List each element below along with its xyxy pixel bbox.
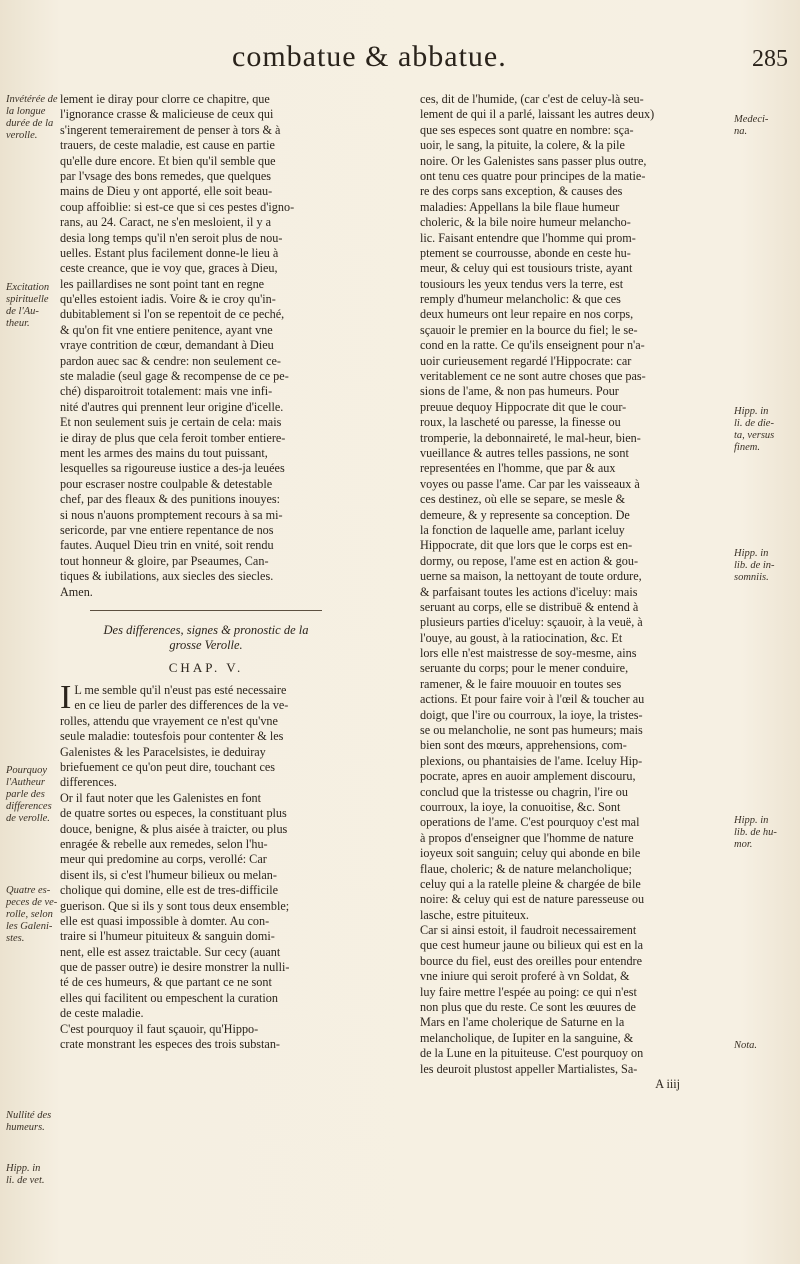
text-line: si nous n'auons promptement recours à sa mi- [60, 507, 283, 522]
signature-mark: A iiij [655, 1077, 680, 1091]
text-line: remply d'humeur melancholic: & que ces [420, 292, 621, 307]
text-line: mains de Dieu y ont apporté, elle soit beau- [60, 184, 273, 199]
text-line: maladies: Appellans la bile flaue humeur [420, 199, 620, 214]
text-line: tromperie, la debonnaireté, le mal-heur, bien- [420, 430, 641, 445]
text-line: tout honneur & gloire, par Pseaumes, Can- [60, 553, 269, 568]
text-line: que de passer outre) ie desire monstrer la nulli- [60, 960, 290, 975]
text-line: noire. Or les Galenistes sans passer plus outre, [420, 153, 647, 168]
text-line: tousiours les yeux tendus vers la terre, est [420, 276, 624, 291]
text-line: briefuement ce qu'on peut dire, touchant ces [60, 760, 276, 775]
text-line: pour escraser nostre coulpable & detestable [60, 476, 273, 491]
text-line: té de ces humeurs, & que partant ce ne sont [60, 975, 272, 990]
text-line: flaue, choleric; & de nature melancholique; [420, 861, 632, 876]
text-line: dubitablement si l'on se repentoit de ce peché, [60, 307, 285, 322]
paragraph-closing [60, 92, 352, 600]
text-line: roux, la lascheté ou paresse, la finesse ou [420, 415, 621, 430]
text-line: & qu'on fit vne entiere penitence, ayant vne [60, 322, 273, 337]
text-line: Hippocrate, dit que lors que le corps est en- [420, 538, 633, 553]
text-line: Et non seulement suis je certain de cela: mais [60, 415, 282, 430]
text-line: ptement se courrousse, abonde en ceste hu- [420, 245, 631, 260]
text-line: actions. Et pour faire voir à l'œil & toucher au [420, 692, 645, 707]
text-line: guerison. Que si ils y sont tous deux ensemble; [60, 898, 290, 913]
text-line: pardon auec sac & cendre: non seulement ce- [60, 353, 281, 368]
right-column [420, 92, 720, 1092]
text-line: celuy qui a la ratelle pleine & chargée de bile [420, 876, 641, 891]
text-line: choleric, & la bile noire humeur melancho- [420, 215, 631, 230]
text-line: Or il faut noter que les Galenistes en font [60, 790, 262, 805]
text-line: voyes ou passe l'ame. Car par les vaisseaux à [420, 476, 640, 491]
right-body [420, 92, 720, 1077]
text-line: lement ie diray pour clorre ce chapitre, que [60, 92, 270, 106]
text-line: veritablement ce ne sont autre choses que pas- [420, 369, 646, 384]
text-line: qu'elle dure encore. Et bien qu'il semble que [60, 153, 276, 168]
text-line: representées en l'homme, que par & aux [420, 461, 616, 476]
chapter-body [60, 679, 352, 1052]
text-line: desia long temps qu'il n'en seroit plus de nou- [60, 230, 283, 245]
text-line: trauers, de ceste maladie, est cause en partie [60, 138, 275, 153]
text-line: seruante du corps; pour le mener conduire, [420, 661, 629, 676]
text-line: seruant au corps, elle se distribuë & entend à [420, 599, 639, 614]
text-line: de ceste maladie. [60, 1006, 144, 1021]
text-line: enragée & rebelle aux remedes, selon l'hu- [60, 836, 268, 851]
text-line: C'est pourquoy il faut sçauoir, qu'Hippo- [60, 1021, 259, 1036]
drop-cap: I [60, 679, 72, 717]
margin-note: Medeci- na. [734, 114, 769, 137]
text-line: disent ils, si c'est l'humeur bilieux ou melan- [60, 867, 277, 882]
text-line: se ou melancholie, ne sont pas humeurs; mais [420, 723, 643, 738]
text-line: ie diray de plus que cela feroit tomber entiere- [60, 430, 286, 445]
text-line: que cest humeur jaune ou bilieux qui est en la [420, 938, 644, 953]
text-line: nité d'autres qui prennent leur origine d'icelle. [60, 399, 284, 414]
section-rule [90, 610, 322, 611]
margin-note: Invétérée de la longue durée de la verolle. [6, 94, 58, 141]
chapter-heading: CHAP. V. [168, 659, 244, 675]
text-line: les deuroit plustost appeller Martialistes, Sa- [420, 1061, 638, 1076]
text-line: lic. Faisant entendre que l'homme qui prom- [420, 230, 636, 245]
text-line: plexions, ou phantaisies de l'ame. Iceluy Hip- [420, 753, 643, 768]
margin-note: Pourquoy l'Autheur parle des differences de verolle. [6, 765, 52, 824]
text-line: ceste creance, que ie voy que, graces à Dieu, [60, 261, 278, 276]
text-line: elles qui facilitent ou empeschent la curation [60, 990, 278, 1005]
text-line: plusieurs parties d'iceluy: sçauoir, à la veuë, à [420, 615, 643, 630]
section-title: Des differences, signes & pronostic de la [103, 622, 309, 637]
text-line: vraye contrition de cœur, demandant à Dieu [60, 338, 274, 353]
text-line: elle est quasi impossible à domter. Au con- [60, 913, 270, 928]
text-line: douce, benigne, & plus aisée à traicter, ou plus [60, 821, 288, 836]
margin-note: Excitation spirituelle de l'Au- theur. [6, 282, 50, 329]
text-line: ces destinez, où elle se separe, se mesle & [420, 492, 626, 507]
text-line: Mars en l'ame cholerique de Saturne en la [420, 1015, 625, 1030]
text-line: chef, par des fleaux & des punitions inouyes: [60, 492, 280, 507]
text-line: la fonction de laquelle ame, parlant iceluy [420, 522, 625, 537]
margin-note: Hipp. in li. de vet. [6, 1163, 45, 1186]
text-line: doigt, que l'ire ou courroux, la ioye, la tristes- [420, 707, 643, 722]
text-line: Galenistes & les Paracelsistes, ie deduiray [60, 744, 266, 759]
text-line: ment les armes des mains du tout puissant, [60, 445, 268, 460]
text-line: & parfaisant toutes les actions d'iceluy: mais [420, 584, 638, 599]
text-line: luy faire mettre l'espée au poing: ce qui n'est [420, 984, 637, 999]
text-line: lesquelles sa rigoureuse iustice a des-ja leuées [60, 461, 285, 476]
text-line: courroux, la ioye, la conuoitise, &c. Sont [420, 799, 621, 814]
text-line: coup affoiblie: si est-ce que si ces pestes d'igno- [60, 199, 295, 214]
text-line: tiques & iubilations, aux siecles des siecles. [60, 569, 274, 584]
text-line: lement de qui il a parlé, laissant les autres deux) [420, 107, 655, 122]
text-line: crate monstrant les especes des trois substan- [60, 1037, 280, 1052]
section-subtitle: grosse Verolle. [169, 638, 243, 653]
text-line: fautes. Auquel Dieu trin en vnité, soit rendu [60, 538, 274, 553]
text-line: l'ouye, au goust, à la ratiocination, &c. Et [420, 630, 623, 645]
text-line: meur qui predomine au corps, verollé: Car [60, 852, 267, 867]
text-line: sions de l'ame, & non pas humeurs. Pour [420, 384, 619, 399]
page-number: 285 [752, 46, 788, 72]
text-line: cholique qui domine, elle est de tres-difficile [60, 883, 279, 898]
text-line: L me semble qu'il n'eust pas esté necessaire [74, 683, 287, 698]
text-line: seule maladie: toutesfois pour contenter & les [60, 729, 284, 744]
text-line: lasche, estre pituiteux. [420, 907, 529, 922]
text-line: ioyeux soit sanguin; celuy qui abonde en bile [420, 846, 641, 861]
text-line: operations de l'ame. C'est pourquoy c'est mal [420, 815, 640, 830]
text-line: sçauoir le premier en la bource du fiel; le se- [420, 322, 638, 337]
text-line: vueillance & autres telles passions, ne sont [420, 445, 629, 460]
text-line: s'ingerent temerairement de penser à tors & à [60, 122, 281, 137]
text-line: à propos d'enseigner que l'homme de nature [420, 830, 634, 845]
text-line: noire: & celuy qui est de nature paresseuse ou [420, 892, 645, 907]
text-line: non plus que du reste. Ce sont les œuures de [420, 1000, 636, 1015]
text-line: uoir, le sang, la pituite, la colere, & la pile [420, 138, 625, 153]
text-line: pocrate, apres en auoir amplement discouru, [420, 769, 636, 784]
text-line: de quatre sortes ou especes, la constituant plus [60, 806, 287, 821]
text-line: uerne sa maison, la nettoyant de toute ordure, [420, 569, 642, 584]
text-line: sericorde, par vne entiere repentance de nos [60, 522, 274, 537]
text-line: uoir curieusement regardé l'Hippocrate: car [420, 353, 632, 368]
text-line: ces, dit de l'humide, (car c'est de celuy-là seu- [420, 92, 644, 106]
running-head: combatue & abbatue. [232, 40, 507, 73]
text-line: qu'elles estoient iadis. Voire & ie croy qu'in- [60, 292, 276, 307]
text-line: Car si ainsi estoit, il faudroit necessairement [420, 923, 637, 938]
text-line: meur, & celuy qui est tousiours triste, ayant [420, 261, 633, 276]
text-line: de la Lune en la pituiteuse. C'est pourquoy on [420, 1046, 644, 1061]
text-line: traire si l'humeur pituiteux & sanguin domi- [60, 929, 275, 944]
text-line: rans, au 24. Caract, ne s'en mesloient, il y a [60, 215, 272, 230]
text-line: differences. [60, 775, 117, 790]
text-line: l'ignorance crasse & malicieuse de ceux qui [60, 107, 274, 122]
text-line: preuue dequoy Hippocrate dit que le cour- [420, 399, 627, 414]
margin-note: Nullité des humeurs. [6, 1110, 52, 1133]
left-column [60, 92, 352, 1052]
text-line: uelles. Estant plus facilement donne-le lieu à [60, 245, 279, 260]
text-line: en ce lieu de parler des differences de la ve- [74, 698, 289, 713]
text-line: conclud que la tristesse ou chagrin, l'ire ou [420, 784, 628, 799]
margin-note: Nota. [734, 1040, 758, 1051]
margin-note: Hipp. in li. de die- ta, versus finem. [734, 406, 775, 453]
text-line: ont tenu ces quatre pour principes de la matie- [420, 168, 646, 183]
text-line: bien sont des mœurs, apprehensions, com- [420, 738, 627, 753]
text-line: re des corps sans exception, & causes des [420, 184, 623, 199]
text-line: que ses especes sont quatre en nombre: sça- [420, 122, 634, 137]
text-line: vne iniure qui seroit proferé à vn Soldat, & [420, 969, 630, 984]
text-line: nent, elle est assez traictable. Sur cecy (auant [60, 944, 281, 959]
text-line: cond en la ratte. Ce qu'ils enseignent pour n'a- [420, 338, 645, 353]
text-line: dormy, ou repose, l'ame est en action & gou- [420, 553, 639, 568]
text-line: deux humeurs ont leur repaire en nos corps, [420, 307, 634, 322]
margin-note: Hipp. in lib. de hu- mor. [734, 815, 777, 850]
text-line: par l'vsage des bons remedes, que quelques [60, 168, 272, 183]
text-line: bource du fiel, eust des oreilles pour entendre [420, 953, 643, 968]
margin-note: Hipp. in lib. de in- somniis. [734, 548, 775, 583]
text-line: demeure, & y represente sa conception. De [420, 507, 630, 522]
text-line: ramener, & le faire mouuoir en toutes ses [420, 676, 622, 691]
text-line: ste maladie (seul gage & recompense de ce pe- [60, 369, 289, 384]
margin-note: Quatre es- peces de ve- rolle, selon les Galeni- stes. [6, 885, 58, 944]
text-line: rolles, attendu que vrayement ce n'est qu'vne [60, 713, 278, 728]
text-line: Amen. [60, 584, 93, 599]
text-line: ché) disparoitroit totalement: mais vne infi- [60, 384, 273, 399]
text-line: lors elle n'est maistresse de soy-mesme, ains [420, 646, 637, 661]
text-line: les paillardises ne sont point tant en regne [60, 276, 265, 291]
text-line: melancholique, de Iupiter en la sanguine, & [420, 1030, 634, 1045]
